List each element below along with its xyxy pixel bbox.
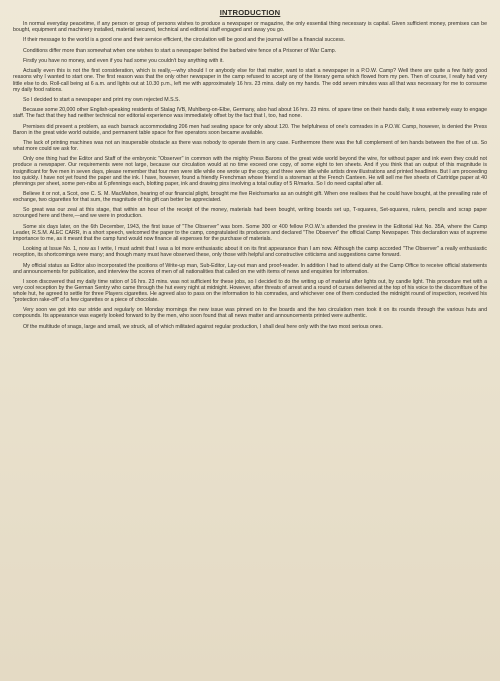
paragraph: If their message to the world is a good one and their service efficient, the circulation will be good and the journal will be a financial success. — [23, 37, 346, 44]
paragraph: Actually even this is not the first consideration, which is really,—why should I or anybody else for that matter, want to start a newspaper in a P.O.W. Camp? Well there are quite a few fairly good reasons why I wanted to start one. The first reason was that the only other newspaper in the camp refused to accept any of the literary gems which flowed from my pen. Then of course, I really had very little else to do. Roll-call being at 6 a.m. and lights out at 10.30 p.m., left me with approximately 16 hrs. 23 mins. daily on my hands. The odd seven minutes was all that was necessary for me to consume my daily food rations. — [13, 68, 487, 93]
page-title: INTRODUCTION — [219, 8, 281, 17]
paragraph: Believe it or not, a Scot, one C. S. M. MacMahon, hearing of our financial plight, brought me five Reichsmarks as an outright gift. When one realises that he could have bought, at the prevailing rate of exchange, two cigarettes for that sum, the magnitude of his gift can better be appreciated. — [13, 190, 487, 203]
paragraph: Premises did present a problem, as each barrack accommodating 206 men had seating space for only about 120. The helpfulness of one's comrades in a P.O.W. Camp, however, is denied the Press Baron in the great wide world outside, and permanent table space for five operators soon became available. — [13, 123, 487, 136]
paragraph: Only one thing had the Editor and Staff of the embryonic "Observer" in common with the mighty Press Barons of the great wide world beyond the wire, for without paper and ink even they could not produce a newspaper. Our requirements were not large, because our circulation would at no time exceed one copy, of some eight to ten sheets. And if you think that an output of this magnitude is insignificant for five men in seven days, please remember that four men were idle while one wrote up the copy, and three were idle while artists drew illustrations and printed headlines. But I am proceeding too quickly. I have not yet found the paper and the ink. I have, however, found a friendly Frenchman whose friend is a storeman at the French Canteen. He will sell me five sheets of Cartridge paper at 40 pfennings per sheet, some pen-nibs at 6 pfennings each, blotting paper, ink and drawing pins involving a total outlay of 5 R/marks. So I do need capital after all. — [13, 156, 487, 187]
paragraph: So I decided to start a newspaper and print my own rejected M.S.S. — [23, 96, 180, 103]
body-text — [13, 21, 487, 330]
paragraph: So great was our zeal at this stage, that within an hour of the receipt of the money, materials had been bought, writing boards set up, T-squares, Set-squares, rulers, pencils and scrap paper scrounged here and there,—and we were in production. — [13, 207, 487, 220]
paragraph: Some six days later, on the 6th December, 1943, the first issue of "The Observer" was born. Some 300 or 400 fellow P.O.W.'s attended the preview in the Editorial Hut No. 35A, where the Camp Leader, R.S.M. ALEC CARR, in a short speech, welcomed the paper to the camp, congratulated its producers and declared "The Observer" the official Camp Newspaper. This declaration was of supreme importance to me, as it meant that the camp fund would now finance all expenses for the purchase of materials. — [13, 223, 487, 242]
paragraph: Very soon we got into our stride and regularly on Monday mornings the new issue was pinned on to the boards and the two circulation men took it on its rounds through the various huts and compounds. Its appearance was eagerly looked forward to by the men, who soon found that all news matter and announcements printed were authentic. — [13, 307, 487, 320]
paragraph: Of the multitude of snags, large and small, we struck, all of which militated against regular production, I shall deal here only with the two most serious ones. — [23, 323, 383, 330]
paragraph: I soon discovered that my daily time ration of 16 hrs. 23 mins. was not sufficient for these jobs, so I decided to do the writing up of material after lights out, by candle light. This procedure met with a very cool reception by the German Sentry who came through the hut every night at midnight. However, after threats of arrest and a round of curses delivered at the top of his voice to the discomfiture of the whole hut, he agreed to settle for three Players cigarettes. He agreed also to pass on the information to his comrades, and whichever one of them conducted the midnight round of inspection, received his "protection rake-off" of a few cigarettes or a piece of chocolate. — [13, 278, 487, 304]
paragraph: Firstly you have no money, and even if you had some you couldn't buy anything with it. — [23, 58, 224, 65]
paragraph: The lack of printing machines was not an insuperable obstacle as there was nobody to operate them in any case. Furthermore there was the full complement of ten hands between the five of us. So what more could we ask for. — [13, 140, 487, 153]
paragraph: Looking at Issue No. 1, now as I write, I must admit that I was a lot more enthusiastic about it on its first appearance than I am now. Although the camp accorded "The Observer" a really enthusiastic reception, its shortcomings were many; and though many must have observed these, only those with helpful and constructive criticisms and suggestions came forward. — [13, 246, 487, 259]
paragraph: My official status as Editor also incorporated the positions of Write-up man, Sub-Editor, Lay-out man and proof-reader. In addition I had to attend daily at the Camp Office to receive official statements and announcements for publication, and interview the scores of men of all nationalities that called on me with items of news and enquiries for information. — [13, 262, 487, 275]
paragraph: Conditions differ more than somewhat when one wishes to start a newspaper behind the barbed wire fence of a Prisoner of War Camp. — [23, 47, 337, 54]
paragraph: Because some 20,000 other English-speaking residents of Stalag IVB, Muhlberg-on-Elbe, Germany, also had about 16 hrs. 23 mins. of spare time on their hands daily, it was extremely easy to engage staff. The fact that they had neither technical nor editorial experience was immediately offset by the fact that I, too, had none. — [13, 107, 487, 120]
paragraph: In normal everyday peacetime, if any person or group of persons wishes to produce a newspaper or magazine, the only essential thing necessary is capital. Given sufficient money, premises can be bought, equipment and machinery installed, material secured, technical and editorial staff engaged and away you go. — [13, 21, 487, 34]
